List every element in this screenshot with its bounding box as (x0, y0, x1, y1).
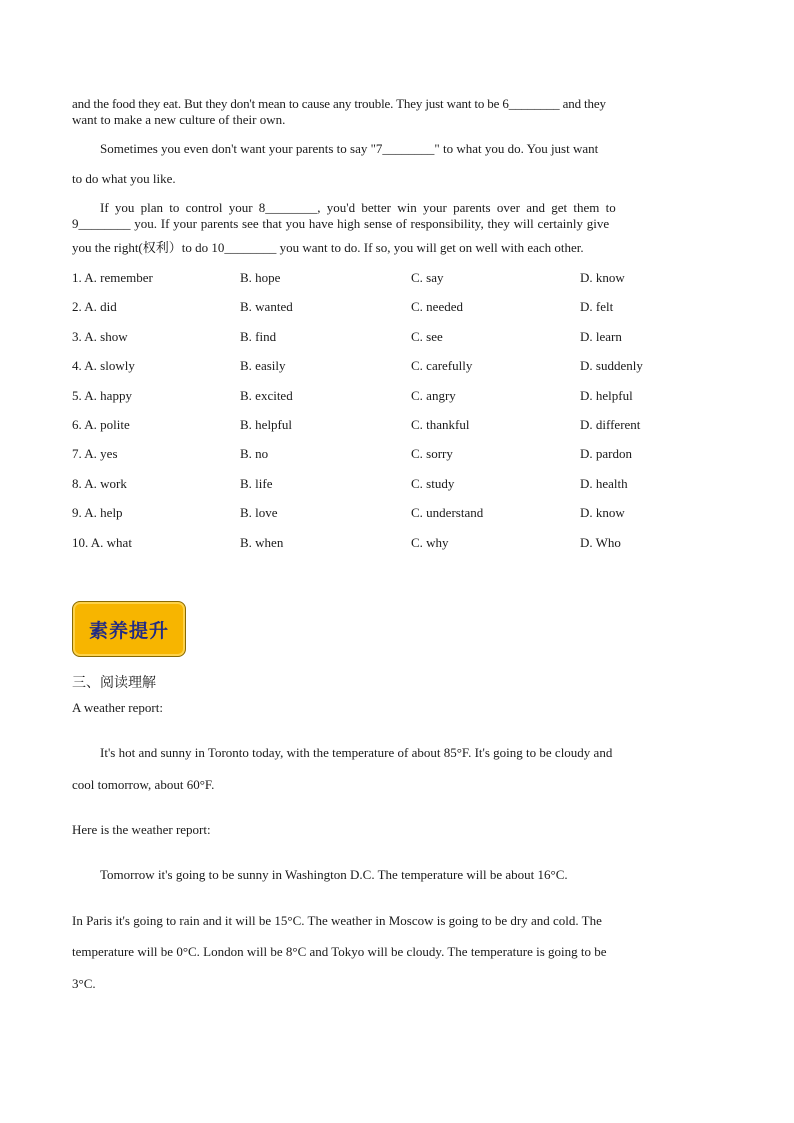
section-badge (72, 601, 186, 657)
question-option-b: B. when (240, 534, 284, 550)
badge-label: 素养提升 (88, 619, 169, 642)
cloze-line: 9________ you. If your parents see that you have high sense of responsibility, they will certainly give (72, 216, 610, 231)
question-option-d: D. felt (580, 299, 614, 315)
question-option-d: D. know (580, 505, 625, 521)
question-option-a: 6. A. polite (72, 417, 130, 432)
question-option-d: D. know (580, 270, 625, 285)
question-option-b: B. hope (240, 270, 281, 285)
question-option-c: C. angry (411, 387, 456, 403)
question-option-a: 9. A. help (72, 505, 123, 521)
question-option-d: D. pardon (580, 446, 632, 462)
question-option-a: 7. A. yes (72, 446, 118, 462)
question-option-c: C. needed (411, 299, 463, 315)
reading-line: In Paris it's going to rain and it will be 15°C. The weather in Moscow is going to be dry and cold. The (72, 913, 602, 928)
cloze-line: you the right(权利）to do 10________ you want to do. If so, you will get on well with each other. (72, 240, 584, 255)
reading-line: Here is the weather report: (72, 822, 211, 837)
question-option-c: C. study (411, 475, 455, 491)
question-option-b: B. easily (240, 358, 286, 374)
reading-line: cool tomorrow, about 60°F. (72, 777, 215, 792)
question-option-c: C. thankful (411, 417, 470, 432)
question-option-a: 5. A. happy (72, 387, 132, 403)
question-option-a: 4. A. slowly (72, 358, 135, 374)
question-option-a: 10. A. what (72, 534, 132, 550)
question-option-d: D. suddenly (580, 358, 643, 374)
reading-line: Tomorrow it's going to be sunny in Washington D.C. The temperature will be about 16°C. (100, 867, 568, 882)
question-option-d: D. health (580, 475, 628, 491)
question-option-c: C. see (411, 328, 443, 344)
question-option-d: D. Who (580, 534, 621, 550)
cloze-line: If you plan to control your 8________, you'd better win your parents over and get them to (100, 200, 616, 215)
reading-line: 3°C. (72, 976, 96, 991)
question-option-a: 3. A. show (72, 328, 128, 344)
reading-intro: A weather report: (72, 700, 163, 715)
question-option-d: D. learn (580, 328, 622, 344)
question-option-a: 8. A. work (72, 475, 127, 491)
question-option-c: C. understand (411, 505, 484, 521)
cloze-line: to do what you like. (72, 171, 176, 186)
question-option-c: C. sorry (411, 446, 453, 462)
question-option-b: B. love (240, 505, 278, 521)
question-option-c: C. why (411, 534, 449, 550)
question-option-d: D. helpful (580, 387, 633, 403)
cloze-line: want to make a new culture of their own. (72, 112, 286, 127)
question-option-b: B. wanted (240, 299, 293, 315)
section-title: 三、阅读理解 (72, 675, 156, 691)
question-option-c: C. say (411, 270, 444, 285)
question-option-b: B. life (240, 475, 273, 491)
question-option-b: B. excited (240, 387, 293, 403)
question-option-a: 2. A. did (72, 299, 117, 315)
question-option-d: D. different (580, 417, 641, 432)
question-option-b: B. find (240, 328, 277, 344)
cloze-line: Sometimes you even don't want your parents to say "7________" to what you do. You just want (100, 141, 599, 156)
question-option-b: B. helpful (240, 417, 292, 432)
question-option-a: 1. A. remember (72, 270, 153, 285)
question-option-c: C. carefully (411, 358, 473, 374)
reading-line: It's hot and sunny in Toronto today, with the temperature of about 85°F. It's going to be cloudy and (100, 745, 613, 760)
reading-line: temperature will be 0°C. London will be 8°C and Tokyo will be cloudy. The temperature is going to be (72, 944, 607, 959)
cloze-line: and the food they eat. But they don't mean to cause any trouble. They just want to be 6________ and they (72, 96, 606, 111)
question-option-b: B. no (240, 446, 269, 462)
